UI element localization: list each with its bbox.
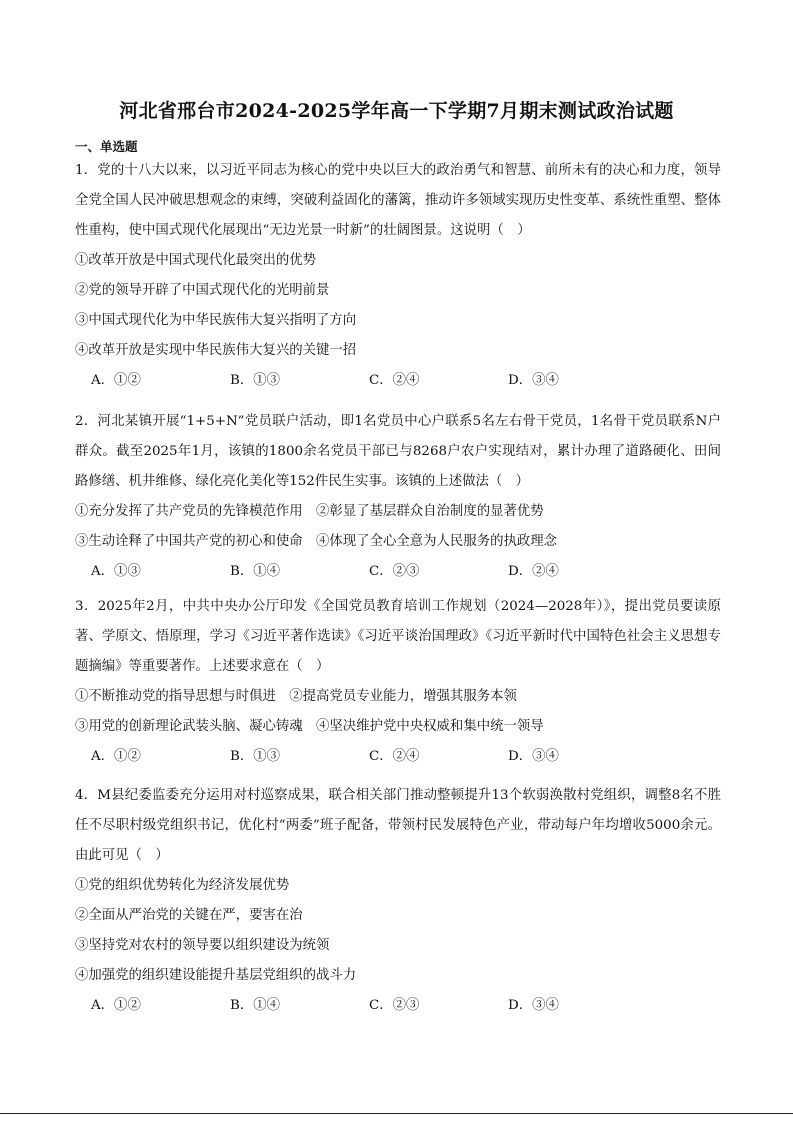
statement-item: ③生动诠释了中国共产党的初心和使命 ④体现了全心全意为人民服务的执政理念 xyxy=(75,534,558,549)
choice-b[interactable]: B．①③ xyxy=(230,373,281,388)
choice-b[interactable]: B．①④ xyxy=(230,564,281,579)
choice-c[interactable]: C．②④ xyxy=(369,749,420,764)
statement-item: ①不断推动党的指导思想与时俱进 ②提高党员专业能力，增强其服务本领 xyxy=(75,689,517,704)
statement-item: ③中国式现代化为中华民族伟大复兴指明了方向 xyxy=(75,313,357,328)
choice-d[interactable]: D．③④ xyxy=(508,749,559,764)
question-stem: 2．河北某镇开展“1+5+N”党员联户活动，即1名党员中心户联系5名左右骨干党员，1名骨干党员联系N户群众。截至2025年1月，该镇的1800余名党员干部已与8268户农户实现结对，累计办理了道路硬化、田间路修缮、机井维修、绿化亮化美化等152件民生实事。该镇的上述做法（ ） xyxy=(75,414,721,489)
statement-item: ①党的组织优势转化为经济发展优势 xyxy=(75,878,290,893)
question-1 xyxy=(75,156,721,396)
page-title: 河北省邢台市2024-2025学年高一下学期7月期末测试政治试题 xyxy=(119,100,674,122)
choice-c[interactable]: C．②③ xyxy=(369,564,420,579)
page-bottom-divider xyxy=(0,1113,793,1114)
statement-item: ②党的领导开辟了中国式现代化的光明前景 xyxy=(75,283,330,298)
choice-d[interactable]: D．③④ xyxy=(508,373,559,388)
statement-item: ②全面从严治党的关键在严，要害在治 xyxy=(75,908,303,923)
choice-a[interactable]: A．①③ xyxy=(91,564,141,579)
statement-item: ④加强党的组织建设能提升基层党组织的战斗力 xyxy=(75,968,357,983)
choice-a[interactable]: A．①② xyxy=(91,749,141,764)
question-3 xyxy=(75,592,721,772)
question-stem: 1．党的十八大以来，以习近平同志为核心的党中央以巨大的政治勇气和智慧、前所未有的决心和力度，领导全党全国人民冲破思想观念的束缚，突破利益固化的藩篱，推动许多领域实现历史性变革、系统性重塑、整体性重构，使中国式现代化展现出“无边光景一时新”的壮阔图景。这说明（ ） xyxy=(75,163,721,238)
statement-item: ③坚持党对农村的领导要以组织建设为统领 xyxy=(75,938,330,953)
question-stem: 4．M县纪委监委充分运用对村巡察成果，联合相关部门推动整顿提升13个软弱涣散村党组织，调整8名不胜任不尽职村级党组织书记，优化村“两委”班子配备，带领村民发展特色产业，带动每户年均增收5000余元。由此可见（ ） xyxy=(75,788,721,863)
choice-d[interactable]: D．②④ xyxy=(508,564,559,579)
choice-b[interactable]: B．①③ xyxy=(230,749,281,764)
choice-c[interactable]: C．②③ xyxy=(369,998,420,1013)
choice-a[interactable]: A．①② xyxy=(91,998,141,1013)
statement-item: ①充分发挥了共产党员的先锋模范作用 ②彰显了基层群众自治制度的显著优势 xyxy=(75,504,544,519)
answer-choices xyxy=(75,991,721,1021)
choice-c[interactable]: C．②④ xyxy=(369,373,420,388)
answer-choices xyxy=(75,742,721,772)
section-heading: 一、单选题 xyxy=(75,139,138,154)
answer-choices xyxy=(75,557,721,587)
question-4 xyxy=(75,781,721,1021)
answer-choices xyxy=(75,366,721,396)
statement-item: ③用党的创新理论武装头脑、凝心铸魂 ④坚决维护党中央权威和集中统一领导 xyxy=(75,719,544,734)
choice-b[interactable]: B．①④ xyxy=(230,998,281,1013)
choice-a[interactable]: A．①② xyxy=(91,373,141,388)
statement-item: ①改革开放是中国式现代化最突出的优势 xyxy=(75,253,317,268)
statement-item: ④改革开放是实现中华民族伟大复兴的关键一招 xyxy=(75,343,357,358)
question-2 xyxy=(75,407,721,587)
question-stem: 3．2025年2月，中共中央办公厅印发《全国党员教育培训工作规划（2024—2028年）》，提出党员要读原著、学原文、悟原理，学习《习近平著作选读》《习近平谈治国理政》《习近平新时代中国特色社会主义思想专题摘编》等重要著作。上述要求意在（ ） xyxy=(75,599,721,674)
choice-d[interactable]: D．③④ xyxy=(508,998,559,1013)
